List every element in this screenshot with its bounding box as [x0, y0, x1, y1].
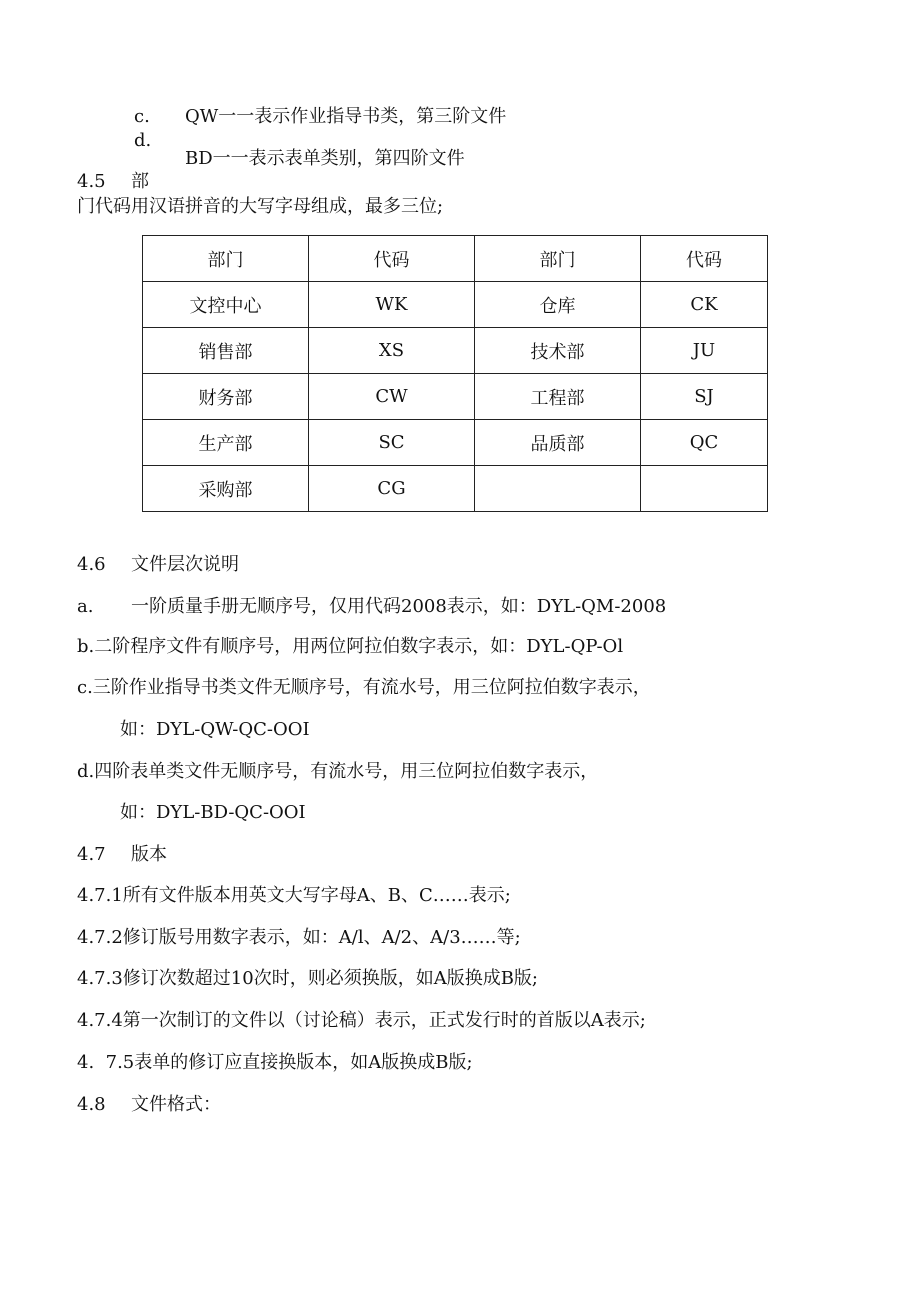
table-row	[143, 374, 768, 420]
table-header-row	[143, 236, 768, 282]
item-c-example: 如：DYL-QW-QC-OOI	[120, 719, 310, 740]
table-cell: XS	[309, 328, 475, 374]
section-4-6-title: 文件层次说明	[131, 554, 239, 575]
item-c-text: c.三阶作业指导书类文件无顺序号，有流水号，用三位阿拉伯数字表示，	[77, 677, 651, 698]
table-cell: CW	[309, 374, 475, 420]
item-a-marker: a.	[77, 596, 94, 617]
header-cell: 代码	[309, 236, 475, 282]
table-cell: CG	[309, 466, 475, 512]
section-4-5-text: 门代码用汉语拼音的大写字母组成，最多三位;	[77, 196, 444, 217]
table-cell: 技术部	[475, 328, 641, 374]
header-cell: 部门	[475, 236, 641, 282]
table-cell	[641, 466, 768, 512]
table-cell: SC	[309, 420, 475, 466]
item-d-text: d.四阶表单类文件无顺序号，有流水号，用三位阿拉伯数字表示，	[77, 761, 599, 782]
list-text-c: QW一一表示作业指导书类，第三阶文件	[185, 106, 507, 127]
section-4-8-number: 4.8	[77, 1094, 106, 1115]
table-cell: 采购部	[143, 466, 309, 512]
table-cell: QC	[641, 420, 768, 466]
version-item: 4.7.4第一次制订的文件以（讨论稿）表示，正式发行时的首版以A表示;	[77, 1010, 646, 1031]
table-cell: 仓库	[475, 282, 641, 328]
item-a-text: 一阶质量手册无顺序号，仅用代码2008表示，如：DYL-QM-2008	[131, 596, 667, 617]
table-cell: WK	[309, 282, 475, 328]
table-row	[143, 328, 768, 374]
table-cell: CK	[641, 282, 768, 328]
table-row	[143, 420, 768, 466]
table-cell	[475, 466, 641, 512]
header-cell: 代码	[641, 236, 768, 282]
table-cell: 品质部	[475, 420, 641, 466]
section-4-7-title: 版本	[131, 844, 167, 865]
department-code-table	[142, 235, 768, 512]
item-b-text: b.二阶程序文件有顺序号，用两位阿拉伯数字表示，如：DYL-QP-Ol	[77, 636, 624, 657]
version-item: 4.7.3修订次数超过10次时，则必须换版，如A版换成B版;	[77, 968, 538, 989]
table-cell: JU	[641, 328, 768, 374]
table-row	[143, 282, 768, 328]
version-item: 4.7.2修订版号用数字表示，如：A/l、A/2、A/3……等;	[77, 927, 521, 948]
item-d-example: 如：DYL-BD-QC-OOI	[120, 802, 306, 823]
table-cell: 工程部	[475, 374, 641, 420]
table-cell: SJ	[641, 374, 768, 420]
list-marker-c: c.	[134, 106, 150, 127]
section-4-5-heading: 部	[131, 171, 149, 192]
table-cell: 销售部	[143, 328, 309, 374]
section-4-5-number: 4.5	[77, 171, 106, 192]
list-marker-d: d.	[134, 130, 152, 151]
table-cell: 文控中心	[143, 282, 309, 328]
table-cell: 财务部	[143, 374, 309, 420]
version-item: 4.7.1所有文件版本用英文大写字母A、B、C……表示;	[77, 885, 511, 906]
section-4-6-number: 4.6	[77, 554, 106, 575]
table-cell: 生产部	[143, 420, 309, 466]
list-text-d: BD一一表示表单类别，第四阶文件	[185, 148, 465, 169]
header-cell: 部门	[143, 236, 309, 282]
version-item: 4. 7.5表单的修订应直接换版本，如A版换成B版;	[77, 1052, 473, 1073]
section-4-8-title: 文件格式：	[131, 1094, 221, 1115]
section-4-7-number: 4.7	[77, 844, 106, 865]
table-row	[143, 466, 768, 512]
